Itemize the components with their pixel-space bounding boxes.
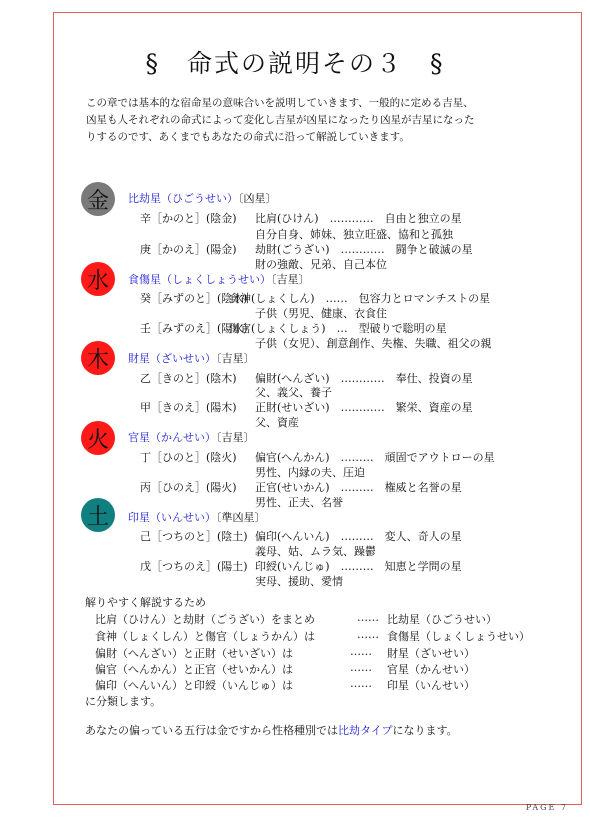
type-highlight: 比劫タイプ <box>338 724 393 737</box>
summary-row-right: 官星（かんせい） <box>387 663 475 676</box>
conclusion-line <box>85 722 458 738</box>
star-meaning: 父、資産 <box>255 416 299 429</box>
page-title: § 命式の説明その３ § <box>145 49 445 78</box>
summary-row-left: 偏印（へんいん）と印綬（いんじゅ）は <box>95 679 293 692</box>
summary-row-dots: …… <box>350 645 372 658</box>
stem-label: 丙［ひのえ］(陽火) <box>140 481 237 494</box>
element-metal-badge: 金 <box>81 182 115 216</box>
summary-row-left: 比肩（ひけん）と劫財（ごうざい）をまとめ <box>95 613 315 626</box>
star-meaning: 子供（女児）、創意創作、失権、失職、祖父の親 <box>255 337 492 350</box>
conclusion-text-end: になります。 <box>392 724 458 737</box>
intro-line: りするのです、あくまでもあなたの命式に沿って解説していきます。 <box>86 131 410 143</box>
star-meaning: 自分自身、姉妹、独立旺盛、協和と孤独 <box>255 228 453 241</box>
stem-label: 戊［つちのえ］(陽土) <box>140 560 248 573</box>
stem-label: 己［つちのと］(陰土) <box>140 530 248 543</box>
summary-row-right: 財星（ざいせい） <box>387 647 475 660</box>
summary-row-left: 食神（しょくしん）と傷官（しょうかん）は <box>95 630 315 643</box>
element-wood-badge: 木 <box>81 341 115 375</box>
summary-row-dots: …… <box>357 611 379 624</box>
stem-label: 癸［みずのと］(陰水) <box>140 292 248 305</box>
stem-label: 壬［みずのえ］(陽水) <box>140 322 248 335</box>
summary-row-right: 比劫星（ひごうせい） <box>387 613 497 626</box>
intro-line: 凶星も人それぞれの命式によって変化し吉星が凶星になったり凶星が吉星になった <box>86 114 475 126</box>
star-tag: 〔吉星〕 <box>216 431 255 444</box>
star-meaning: 財の強敵、兄弟、自己本位 <box>255 258 387 271</box>
star-heading-kan <box>128 429 255 445</box>
star-meaning: 男性、内縁の夫、圧迫 <box>255 466 365 479</box>
stem-label: 辛［かのと］(陰金) <box>140 212 237 225</box>
summary-row-left: 偏財（へんざい）と正財（せいざい）は <box>95 647 293 660</box>
summary-row-right: 食傷星（しょくしょうせい） <box>387 630 530 643</box>
star-heading-zai <box>128 350 255 366</box>
star-tag: 〔吉星〕 <box>271 273 310 286</box>
star-description: 偏財(へんざい) ………… 奉仕、投資の星 <box>255 372 473 385</box>
intro-paragraph <box>86 95 556 146</box>
star-description: 傷官(しょくしょう) … 型破りで聡明の星 <box>229 322 447 335</box>
star-description: 劫財(ごうざい) ………… 闘争と破滅の星 <box>255 243 473 256</box>
star-heading-shokushou <box>128 271 310 287</box>
star-description: 偏印(へんいん) ……… 変人、奇人の星 <box>255 530 462 543</box>
stem-label: 甲［きのえ］(陽木) <box>140 401 237 414</box>
star-tag: 〔吉星〕 <box>216 352 255 365</box>
star-meaning: 子供（男児、健康、衣食住 <box>255 307 387 320</box>
stem-label: 乙［きのと］(陰木) <box>140 372 237 385</box>
summary-row-dots: …… <box>357 628 379 641</box>
star-description: 比肩(ひけん) ………… 自由と独立の星 <box>255 212 462 225</box>
summary-row-dots: …… <box>350 661 372 674</box>
star-description: 食神(しょくしん) …… 包容力とロマンチストの星 <box>229 292 491 305</box>
star-description: 正財(せいざい) ………… 繁栄、資産の星 <box>255 401 473 414</box>
summary-row-right: 印星（いんせい） <box>387 679 475 692</box>
page-number: PAGE 7 <box>525 803 568 812</box>
star-tag: 〔凶星〕 <box>238 192 277 205</box>
stem-label: 庚［かのえ］(陽金) <box>140 243 237 256</box>
summary-row-left: 偏官（へんかん）と正官（せいかん）は <box>95 663 293 676</box>
star-meaning: 実母、援助、愛情 <box>255 575 343 588</box>
stem-label: 丁［ひのと］(陰火) <box>140 451 237 464</box>
conclusion-text: あなたの偏っている五行は金ですから性格種別では <box>85 724 338 737</box>
star-heading-in <box>128 509 266 525</box>
star-name: 官星（かんせい） <box>128 431 216 444</box>
star-meaning: 男性、正夫、名誉 <box>255 496 343 509</box>
star-name: 食傷星（しょくしょうせい） <box>128 273 271 286</box>
star-tag: 〔準凶星〕 <box>216 511 266 524</box>
summary-heading: 解りやすく解説するため <box>85 596 206 609</box>
intro-line: この章では基本的な宿命星の意味合いを説明していきます、一般的に定める吉星、 <box>86 97 474 109</box>
element-earth-badge: 土 <box>81 498 115 532</box>
star-name: 比劫星（ひごうせい） <box>128 192 238 205</box>
star-name: 財星（ざいせい） <box>128 352 216 365</box>
star-description: 偏官(へんかん) ……… 頑固でアウトローの星 <box>255 451 495 464</box>
star-meaning: 父、義父、養子 <box>255 386 332 399</box>
star-meaning: 義母、姑、ムラ気、躁鬱 <box>255 545 376 558</box>
star-name: 印星（いんせい） <box>128 511 216 524</box>
summary-row-dots: …… <box>350 677 372 690</box>
star-description: 正官(せいかん) ……… 権威と名誉の星 <box>255 481 462 494</box>
element-fire-badge: 火 <box>81 421 115 455</box>
element-water-badge: 水 <box>81 262 115 296</box>
star-description: 印綬(いんじゅ) ……… 知恵と学問の星 <box>255 560 462 573</box>
summary-closing: に分類します。 <box>85 695 162 708</box>
star-heading-hikou <box>128 190 277 206</box>
